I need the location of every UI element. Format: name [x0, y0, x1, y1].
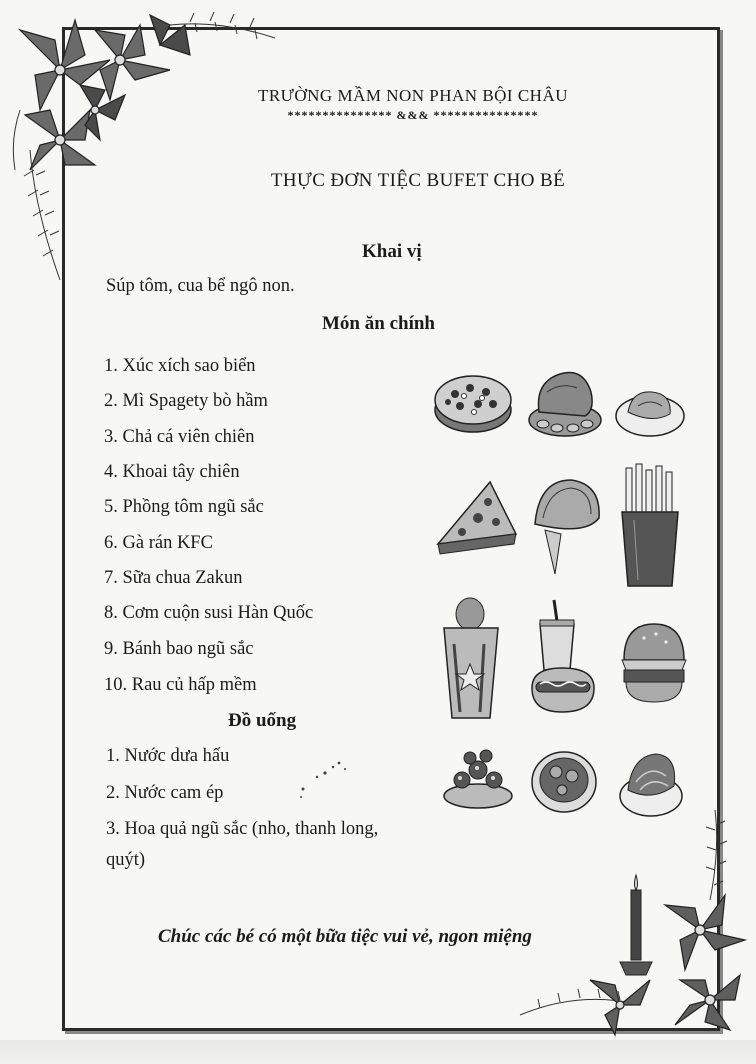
pizza-icon	[430, 362, 516, 442]
poinsettia-candle-corner-bottom-right-icon	[500, 790, 756, 1040]
header-divider: *************** &&& ***************	[287, 108, 539, 122]
taco-icon	[525, 474, 607, 578]
scan-specks	[295, 755, 355, 805]
salad-bowl-icon	[528, 740, 600, 816]
list-item: 1. Nước dưa hấu	[106, 746, 230, 766]
drink-cup-icon	[440, 594, 502, 724]
appetizer-heading: Khai vị	[362, 241, 422, 262]
list-item: 5. Phồng tôm ngũ sắc	[104, 497, 264, 517]
drinks-heading: Đồ uống	[228, 710, 297, 731]
appetizer-text: Súp tôm, cua bể ngô non.	[106, 276, 295, 296]
fruit-bowl-icon	[440, 740, 516, 812]
list-item: 2. Mì Spagety bò hầm	[104, 391, 268, 411]
school-name: TRƯỜNG MẦM NON PHAN BỘI CHÂU	[257, 86, 569, 105]
list-item: quýt)	[106, 850, 146, 870]
menu-title: THỰC ĐƠN TIỆC BUFET CHO BÉ	[270, 170, 566, 191]
french-fries-icon	[614, 462, 686, 592]
list-item: 2. Nước cam ép	[106, 783, 224, 803]
soda-hotdog-icon	[528, 598, 598, 722]
pizza-slice-icon	[430, 474, 522, 564]
roast-chicken-platter-icon	[525, 352, 605, 442]
list-item: 3. Hoa quả ngũ sắc (nho, thanh long,	[106, 819, 379, 839]
dish-plate-icon	[612, 372, 688, 442]
list-item: 4. Khoai tây chiên	[104, 462, 240, 482]
list-item: 1. Xúc xích sao biển	[104, 356, 256, 376]
list-item: 9. Bánh bao ngũ sắc	[104, 639, 254, 659]
burger-icon	[618, 620, 690, 706]
list-item: 3. Chả cá viên chiên	[104, 427, 255, 447]
list-item: 6. Gà rán KFC	[104, 533, 213, 553]
closing-wish: Chúc các bé có một bữa tiệc vui vẻ, ngon miệng	[158, 926, 532, 947]
vegetable-plate-icon	[616, 746, 686, 820]
list-item: 7. Sữa chua Zakun	[104, 568, 243, 588]
poinsettia-corner-top-left-icon	[0, 0, 290, 290]
list-item: 8. Cơm cuộn susi Hàn Quốc	[104, 603, 314, 623]
scan-bottom-edge	[0, 1040, 756, 1064]
main-course-heading: Món ăn chính	[322, 313, 435, 334]
list-item: 10. Rau củ hấp mềm	[104, 675, 257, 695]
